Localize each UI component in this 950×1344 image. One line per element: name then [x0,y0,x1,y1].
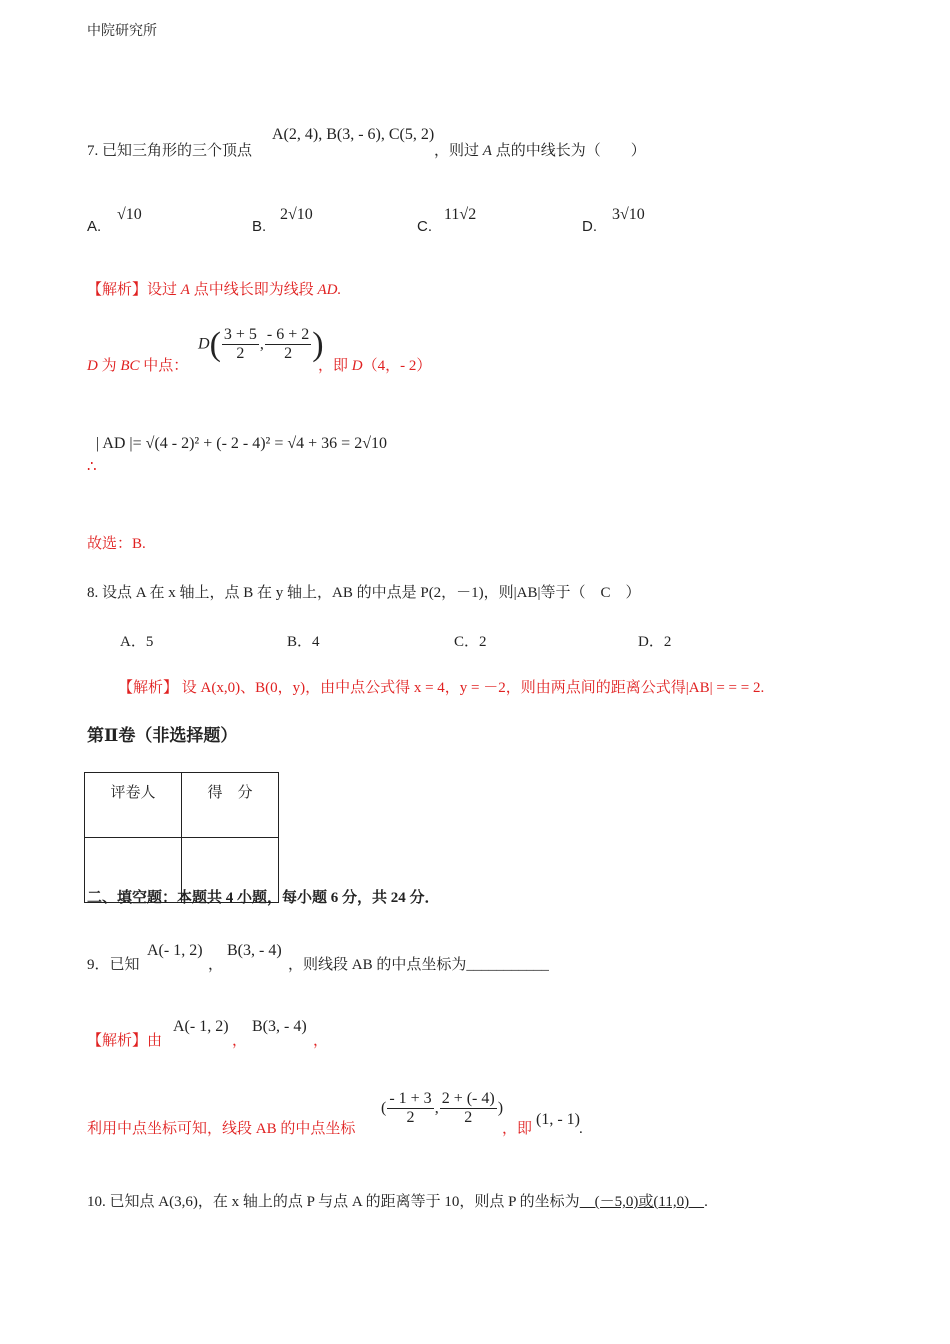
q7-midpoint-label: D 为 BC 中点： [87,358,189,374]
q7-option-c-label: C. [417,218,432,235]
q9-solution-dot: . [579,1121,583,1137]
score-table-header-score: 得 分 [182,773,279,838]
q7-stem [87,142,252,160]
fraction: $\frac{2 + (- 4)}{2}$ [441,1090,495,1127]
q9-solution-line2: 利用中点坐标可知，线段 AB 的中点坐标 [87,1121,356,1137]
q9-solution-ji: ，即 [502,1121,533,1137]
q7-solution-line1: 【解析】设过 A 点中线长即为线段 AD. [87,282,342,298]
q7-points: A(2, 4), B(3, - 6), C(5, 2) [272,126,435,143]
q9-stem-pre: 9．已知 [87,957,140,973]
part2-heading: 二、填空题：本题共 4 小题，每小题 6 分，共 24 分． [87,890,440,906]
q7-option-a-label: A. [87,218,102,235]
q9-solution-sep: ， [232,1033,248,1049]
q7-midpoint-formula: D( $\frac{3 + 5}{2}$ , $\frac{- 6 + 2}{2}$ ) [198,325,324,363]
therefore-symbol: ∴ [87,459,97,475]
fraction: $\frac{3 + 5}{2}$ [223,326,257,363]
q9-solution-point-a: A(- 1, 2) [173,1018,229,1035]
solution-tag: 【解析】 [87,282,148,298]
section-title: 第Ⅱ卷（非选择题） [87,726,238,745]
fraction: $\frac{- 1 + 3}{2}$ [389,1090,432,1127]
q7-midpoint-result: ，即 D（4，- 2） [318,358,432,374]
q8-solution: 【解析】 设 A(x,0)、B(0，y)，由中点公式得 x = 4，y = －2，则由两点间的距离公式得|AB| = = = 2. [118,680,765,696]
q10-answer: (－5,0)或(11,0) [579,1194,705,1210]
q9-solution-result: (1, - 1) [536,1111,580,1128]
q7-distance-formula: | AD |= √(4 - 2)² + (- 2 - 4)² = √4 + 36 = 2√10 [96,435,387,452]
q7-option-b-value: 2√10 [280,206,313,223]
answer-blank[interactable]: ___________ [466,957,549,973]
score-table [84,772,279,903]
q10-stem: 10. 已知点 A(3,6)，在 x 轴上的点 P 与点 A 的距离等于 10，则点 P 的坐标为 (－5,0)或(11,0) . [87,1194,708,1210]
q8-option-a: A．5 [120,634,154,650]
q9-midpoint-formula: ( $\frac{- 1 + 3}{2}$ , $\frac{2 + (- 4)}{2}$ ) [381,1090,504,1127]
q7-option-a-value: √10 [117,206,142,223]
score-table-header-reviewer: 评卷人 [85,773,182,838]
q9-sep: ， [208,957,224,973]
q9-solution-line1: 【解析】由 [87,1033,163,1049]
q7-option-d-label: D. [582,218,597,235]
q9-solution-point-b: B(3, - 4) [252,1018,307,1035]
q7-option-b-label: B. [252,218,267,235]
q9-point-a: A(- 1, 2) [147,942,203,959]
header-org: 中院研究所 [87,24,157,39]
q7-stem-tail: ，则过 A 点的中线长为（ ） [434,143,646,159]
q7-option-d-value: 3√10 [612,206,645,223]
q8-stem: 8. 设点 A 在 x 轴上，点 B 在 y 轴上，AB 的中点是 P(2，－1)，则|AB|等于（ C ） [87,585,641,601]
q7-stem-pre: 7. 已知三角形的三个顶点 [87,143,253,159]
q8-option-c: C．2 [454,634,487,650]
q8-option-b: B．4 [287,634,320,650]
q9-solution-end: ， [313,1033,329,1049]
q7-answer: 故选：B. [87,536,146,552]
q7-option-c-value: 11√2 [444,206,477,223]
q8-option-d: D．2 [638,634,672,650]
q9-stem-post: ，则线段 AB 的中点坐标为___________ [288,957,549,973]
solution-tag: 【解析】 [87,1033,148,1049]
q9-point-b: B(3, - 4) [227,942,282,959]
fraction: $\frac{- 6 + 2}{2}$ [266,326,310,363]
